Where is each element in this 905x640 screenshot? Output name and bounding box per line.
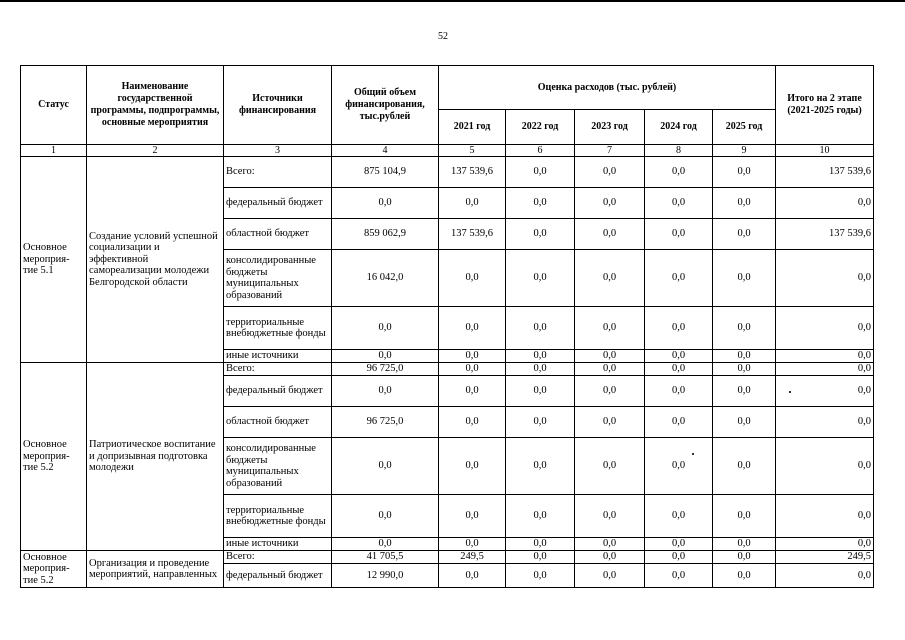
row-stage-total: 0,0 [776, 376, 874, 407]
row-year-value: 0,0 [645, 363, 713, 376]
header-year: 2025 год [713, 110, 776, 145]
column-index: 7 [575, 145, 645, 157]
row-year-value: 249,5 [439, 551, 506, 564]
row-year-value: 0,0 [506, 407, 575, 438]
row-year-value: 0,0 [439, 363, 506, 376]
row-total: 96 725,0 [332, 407, 439, 438]
row-year-value: 0,0 [506, 250, 575, 307]
row-source: Всего: [224, 363, 332, 376]
row-total: 0,0 [332, 538, 439, 551]
row-year-value: 0,0 [645, 551, 713, 564]
row-total: 875 104,9 [332, 157, 439, 188]
row-source: территориальные внебюджетные фонды [224, 495, 332, 538]
row-year-value: 0,0 [506, 551, 575, 564]
row-total: 0,0 [332, 495, 439, 538]
row-source: федеральный бюджет [224, 188, 332, 219]
row-source: Всего: [224, 551, 332, 564]
row-year-value: 0,0 [645, 188, 713, 219]
header-year: 2021 год [439, 110, 506, 145]
row-year-value: 0,0 [506, 188, 575, 219]
row-year-value: 0,0 [713, 438, 776, 495]
row-year-value: 0,0 [575, 363, 645, 376]
row-year-value: 137 539,6 [439, 157, 506, 188]
row-year-value: 137 539,6 [439, 219, 506, 250]
row-stage-total: 0,0 [776, 188, 874, 219]
row-total: 41 705,5 [332, 551, 439, 564]
row-year-value: 0,0 [506, 157, 575, 188]
table-row [21, 551, 874, 564]
row-year-value: 0,0 [439, 564, 506, 588]
row-year-value: 0,0 [575, 219, 645, 250]
column-index: 3 [224, 145, 332, 157]
row-source: федеральный бюджет [224, 564, 332, 588]
row-year-value: 0,0 [713, 350, 776, 363]
column-index-row [21, 145, 874, 157]
row-year-value: 0,0 [575, 307, 645, 350]
row-year-value: 0,0 [506, 219, 575, 250]
group-status: Основное мероприя-тие 5.1 [21, 157, 87, 363]
row-year-value: 0,0 [575, 551, 645, 564]
row-total: 859 062,9 [332, 219, 439, 250]
column-index: 5 [439, 145, 506, 157]
row-year-value: 0,0 [575, 407, 645, 438]
row-stage-total: 0,0 [776, 350, 874, 363]
page-number: 52 [438, 31, 448, 42]
row-year-value: 0,0 [575, 350, 645, 363]
header-total-volume: Общий объем финансирования, тыс.рублей [332, 66, 439, 145]
row-year-value: 0,0 [439, 350, 506, 363]
row-year-value: 0,0 [575, 376, 645, 407]
row-year-value: 0,0 [713, 495, 776, 538]
row-year-value: 0,0 [439, 307, 506, 350]
row-total: 0,0 [332, 307, 439, 350]
row-year-value: 0,0 [439, 376, 506, 407]
row-year-value: 0,0 [506, 564, 575, 588]
row-year-value: 0,0 [506, 438, 575, 495]
row-year-value: 0,0 [575, 495, 645, 538]
row-year-value: 0,0 [439, 538, 506, 551]
row-total: 0,0 [332, 438, 439, 495]
column-index: 4 [332, 145, 439, 157]
row-year-value: 0,0 [575, 438, 645, 495]
group-name: Организация и проведение мероприятий, направленных [87, 551, 224, 588]
row-total: 0,0 [332, 376, 439, 407]
row-stage-total: 249,5 [776, 551, 874, 564]
row-total: 16 042,0 [332, 250, 439, 307]
row-source: территориальные внебюджетные фонды [224, 307, 332, 350]
page-top-border [0, 0, 905, 2]
row-year-value: 0,0 [713, 538, 776, 551]
row-year-value: 0,0 [506, 495, 575, 538]
header-year: 2022 год [506, 110, 575, 145]
row-year-value: 0,0 [645, 250, 713, 307]
row-year-value: 0,0 [713, 157, 776, 188]
row-source: консолидированные бюджеты муниципальных образований [224, 250, 332, 307]
row-source: консолидированные бюджеты муниципальных образований [224, 438, 332, 495]
row-year-value: 0,0 [713, 307, 776, 350]
group-name: Создание условий успешной социализации и эффективной самореализации молодежи Белгородской области [87, 157, 224, 363]
row-year-value: 0,0 [645, 376, 713, 407]
group-status: Основное мероприя-тие 5.2 [21, 551, 87, 588]
column-index: 1 [21, 145, 87, 157]
row-year-value: 0,0 [575, 250, 645, 307]
row-year-value: 0,0 [713, 250, 776, 307]
row-total: 96 725,0 [332, 363, 439, 376]
row-year-value: 0,0 [506, 376, 575, 407]
row-source: иные источники [224, 350, 332, 363]
row-year-value: 0,0 [506, 363, 575, 376]
header-name: Наименование государственной программы, подпрограммы, основные мероприятия [87, 66, 224, 145]
row-stage-total: 0,0 [776, 250, 874, 307]
row-year-value: 0,0 [439, 188, 506, 219]
row-year-value: 0,0 [645, 495, 713, 538]
row-year-value: 0,0 [713, 363, 776, 376]
header-estimate: Оценка расходов (тыс. рублей) [439, 66, 776, 110]
row-source: областной бюджет [224, 407, 332, 438]
row-year-value: 0,0 [439, 495, 506, 538]
row-year-value: 0,0 [575, 157, 645, 188]
row-total: 0,0 [332, 188, 439, 219]
row-year-value: 0,0 [645, 538, 713, 551]
column-index: 2 [87, 145, 224, 157]
header-stage-total: Итого на 2 этапе (2021-2025 годы) [776, 66, 874, 145]
row-year-value: 0,0 [645, 350, 713, 363]
row-source: федеральный бюджет [224, 376, 332, 407]
column-index: 9 [713, 145, 776, 157]
row-year-value: 0,0 [575, 538, 645, 551]
table-row [21, 363, 874, 376]
row-total: 12 990,0 [332, 564, 439, 588]
row-stage-total: 0,0 [776, 495, 874, 538]
row-source: областной бюджет [224, 219, 332, 250]
column-index: 6 [506, 145, 575, 157]
row-year-value: 0,0 [439, 438, 506, 495]
header-sources: Источники финансирования [224, 66, 332, 145]
row-year-value: 0,0 [645, 219, 713, 250]
row-total: 0,0 [332, 350, 439, 363]
row-year-value: 0,0 [645, 157, 713, 188]
group-status: Основное мероприя-тие 5.2 [21, 363, 87, 551]
row-year-value: 0,0 [713, 407, 776, 438]
row-stage-total: 137 539,6 [776, 157, 874, 188]
scan-speck [789, 391, 791, 393]
row-stage-total: 0,0 [776, 307, 874, 350]
row-year-value: 0,0 [506, 307, 575, 350]
header-status: Статус [21, 66, 87, 145]
row-stage-total: 0,0 [776, 564, 874, 588]
header-year: 2024 год [645, 110, 713, 145]
row-stage-total: 0,0 [776, 363, 874, 376]
row-year-value: 0,0 [645, 564, 713, 588]
row-year-value: 0,0 [645, 438, 713, 495]
row-year-value: 0,0 [645, 407, 713, 438]
row-year-value: 0,0 [439, 250, 506, 307]
row-source: иные источники [224, 538, 332, 551]
row-year-value: 0,0 [575, 564, 645, 588]
column-index: 8 [645, 145, 713, 157]
row-stage-total: 0,0 [776, 538, 874, 551]
header-year: 2023 год [575, 110, 645, 145]
scan-speck [692, 453, 694, 455]
table-row [21, 157, 874, 188]
funding-table [20, 65, 874, 588]
row-stage-total: 137 539,6 [776, 219, 874, 250]
row-source: Всего: [224, 157, 332, 188]
row-year-value: 0,0 [506, 538, 575, 551]
row-year-value: 0,0 [439, 407, 506, 438]
row-year-value: 0,0 [575, 188, 645, 219]
row-year-value: 0,0 [713, 551, 776, 564]
row-year-value: 0,0 [645, 307, 713, 350]
row-year-value: 0,0 [713, 188, 776, 219]
row-year-value: 0,0 [713, 564, 776, 588]
column-index: 10 [776, 145, 874, 157]
row-stage-total: 0,0 [776, 407, 874, 438]
row-stage-total: 0,0 [776, 438, 874, 495]
group-name: Патриотическое воспитание и допризывная подготовка молодежи [87, 363, 224, 551]
row-year-value: 0,0 [713, 376, 776, 407]
row-year-value: 0,0 [713, 219, 776, 250]
row-year-value: 0,0 [506, 350, 575, 363]
